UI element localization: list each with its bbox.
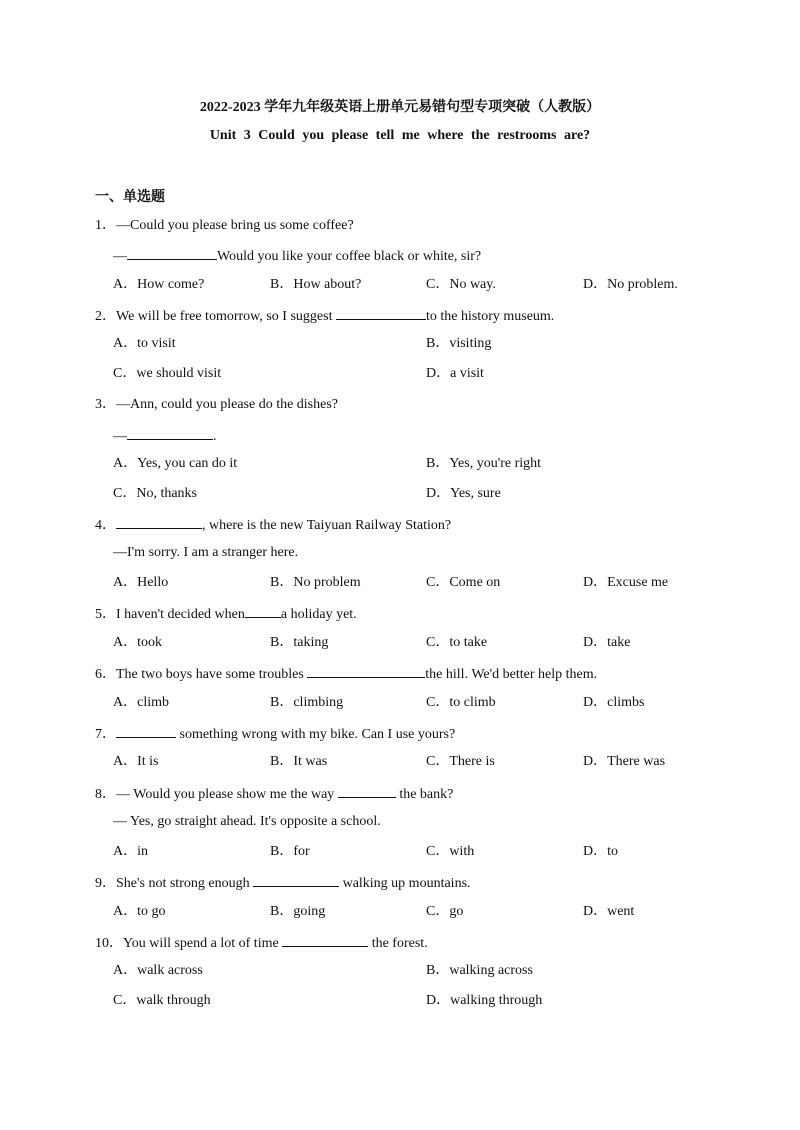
question-number: 1． bbox=[95, 218, 116, 233]
option-d[interactable]: D．There was bbox=[583, 754, 666, 769]
question-stem bbox=[95, 663, 597, 683]
options-row bbox=[0, 484, 800, 504]
question-stem bbox=[95, 216, 354, 236]
option-a[interactable]: A．climb bbox=[113, 695, 169, 710]
option-b[interactable]: B．walking across bbox=[426, 963, 533, 978]
options-row bbox=[0, 902, 800, 922]
option-b[interactable]: B．climbing bbox=[270, 695, 344, 710]
question-text: a holiday yet. bbox=[280, 607, 357, 622]
option-a[interactable]: A．How come? bbox=[113, 277, 205, 292]
option-d[interactable]: D．went bbox=[583, 904, 635, 919]
option-b[interactable]: B．No problem bbox=[270, 575, 361, 590]
question-text: the forest. bbox=[368, 936, 428, 951]
options-row bbox=[0, 573, 800, 593]
option-a[interactable]: A．in bbox=[113, 844, 148, 859]
question-number: 2． bbox=[95, 309, 116, 324]
answer-blank bbox=[245, 603, 281, 618]
option-b[interactable]: B．How about? bbox=[270, 277, 362, 292]
question-text: Would you like your coffee black or white, sir? bbox=[217, 249, 482, 264]
answer-blank bbox=[116, 514, 202, 529]
option-c[interactable]: C．walk through bbox=[113, 993, 211, 1008]
options-row bbox=[0, 275, 800, 295]
question-stem bbox=[95, 723, 455, 743]
options-row bbox=[0, 693, 800, 713]
question-number: 10． bbox=[95, 936, 123, 951]
answer-blank bbox=[307, 663, 425, 678]
option-c[interactable]: C．go bbox=[426, 904, 464, 919]
question-number: 7． bbox=[95, 727, 116, 742]
question-text: the hill. We'd better help them. bbox=[425, 667, 598, 682]
option-b[interactable]: B．for bbox=[270, 844, 310, 859]
option-c[interactable]: C．to climb bbox=[426, 695, 496, 710]
option-d[interactable]: D．Yes, sure bbox=[426, 486, 501, 501]
question-text: — Would you please show me the way bbox=[116, 787, 338, 802]
option-d[interactable]: D．a visit bbox=[426, 366, 484, 381]
option-b[interactable]: B．going bbox=[270, 904, 326, 919]
question-number: 3． bbox=[95, 397, 116, 412]
question-continuation bbox=[113, 425, 217, 445]
question-stem bbox=[95, 514, 451, 534]
question-text: , where is the new Taiyuan Railway Station? bbox=[202, 518, 452, 533]
question-text: —Could you please bring us some coffee? bbox=[116, 218, 354, 233]
question-stem bbox=[95, 932, 428, 952]
question-text: —Ann, could you please do the dishes? bbox=[116, 397, 339, 412]
option-a[interactable]: A．to go bbox=[113, 904, 166, 919]
option-c[interactable]: C．with bbox=[426, 844, 475, 859]
options-row bbox=[0, 842, 800, 862]
option-a[interactable]: A．walk across bbox=[113, 963, 203, 978]
question-text: The two boys have some troubles bbox=[116, 667, 308, 682]
option-b[interactable]: B．Yes, you're right bbox=[426, 456, 542, 471]
option-c[interactable]: C．to take bbox=[426, 635, 488, 650]
question-text: She's not strong enough bbox=[116, 876, 254, 891]
option-d[interactable]: D．to bbox=[583, 844, 618, 859]
question-text: — bbox=[113, 429, 127, 444]
option-a[interactable]: A．It is bbox=[113, 754, 159, 769]
option-b[interactable]: B．visiting bbox=[426, 336, 492, 351]
question-text: You will spend a lot of time bbox=[123, 936, 283, 951]
option-b[interactable]: B．taking bbox=[270, 635, 329, 650]
options-row bbox=[0, 454, 800, 474]
question-text: — bbox=[113, 249, 127, 264]
question-number: 6． bbox=[95, 667, 116, 682]
option-a[interactable]: A．Yes, you can do it bbox=[113, 456, 238, 471]
answer-blank bbox=[338, 783, 396, 798]
answer-blank bbox=[253, 872, 339, 887]
option-c[interactable]: C．we should visit bbox=[113, 366, 222, 381]
option-c[interactable]: C．Come on bbox=[426, 575, 501, 590]
question-stem bbox=[95, 305, 554, 325]
options-row bbox=[0, 752, 800, 772]
option-a[interactable]: A．to visit bbox=[113, 336, 176, 351]
question-text: to the history museum. bbox=[425, 309, 555, 324]
question-number: 8． bbox=[95, 787, 116, 802]
section-heading: 一、单选题 bbox=[95, 190, 165, 205]
question-continuation: — Yes, go straight ahead. It's opposite a school. bbox=[113, 814, 381, 829]
options-row bbox=[0, 364, 800, 384]
question-stem bbox=[95, 783, 453, 803]
options-row bbox=[0, 961, 800, 981]
answer-blank bbox=[336, 305, 426, 320]
question-text: I haven't decided when bbox=[116, 607, 245, 622]
option-b[interactable]: B．It was bbox=[270, 754, 328, 769]
options-row bbox=[0, 633, 800, 653]
option-d[interactable]: D．No problem. bbox=[583, 277, 678, 292]
answer-blank bbox=[127, 245, 217, 260]
question-number: 4． bbox=[95, 518, 116, 533]
document-subtitle: Unit 3 Could you please tell me where the restrooms are? bbox=[209, 128, 591, 143]
question-stem bbox=[95, 395, 338, 415]
option-c[interactable]: C．No way. bbox=[426, 277, 496, 292]
option-a[interactable]: A．took bbox=[113, 635, 162, 650]
answer-blank bbox=[282, 932, 368, 947]
option-d[interactable]: D．walking through bbox=[426, 993, 543, 1008]
option-c[interactable]: C．No, thanks bbox=[113, 486, 197, 501]
question-continuation bbox=[113, 245, 481, 265]
question-number: 9． bbox=[95, 876, 116, 891]
options-row bbox=[0, 991, 800, 1011]
option-a[interactable]: A．Hello bbox=[113, 575, 169, 590]
question-text: something wrong with my bike. Can I use yours? bbox=[176, 727, 456, 742]
question-text: walking up mountains. bbox=[339, 876, 471, 891]
answer-blank bbox=[127, 425, 213, 440]
question-text: We will be free tomorrow, so I suggest bbox=[116, 309, 336, 324]
question-text: the bank? bbox=[395, 787, 454, 802]
option-c[interactable]: C．There is bbox=[426, 754, 495, 769]
question-stem bbox=[95, 872, 471, 892]
question-stem bbox=[95, 603, 357, 623]
question-continuation: —I'm sorry. I am a stranger here. bbox=[113, 545, 299, 560]
option-d[interactable]: D．Excuse me bbox=[583, 575, 669, 590]
answer-blank bbox=[116, 723, 176, 738]
options-row bbox=[0, 334, 800, 354]
question-text: . bbox=[213, 429, 217, 444]
question-number: 5． bbox=[95, 607, 116, 622]
option-d[interactable]: D．climbs bbox=[583, 695, 645, 710]
option-d[interactable]: D．take bbox=[583, 635, 631, 650]
document-title: 2022-2023 学年九年级英语上册单元易错句型专项突破（人教版） bbox=[199, 100, 601, 115]
